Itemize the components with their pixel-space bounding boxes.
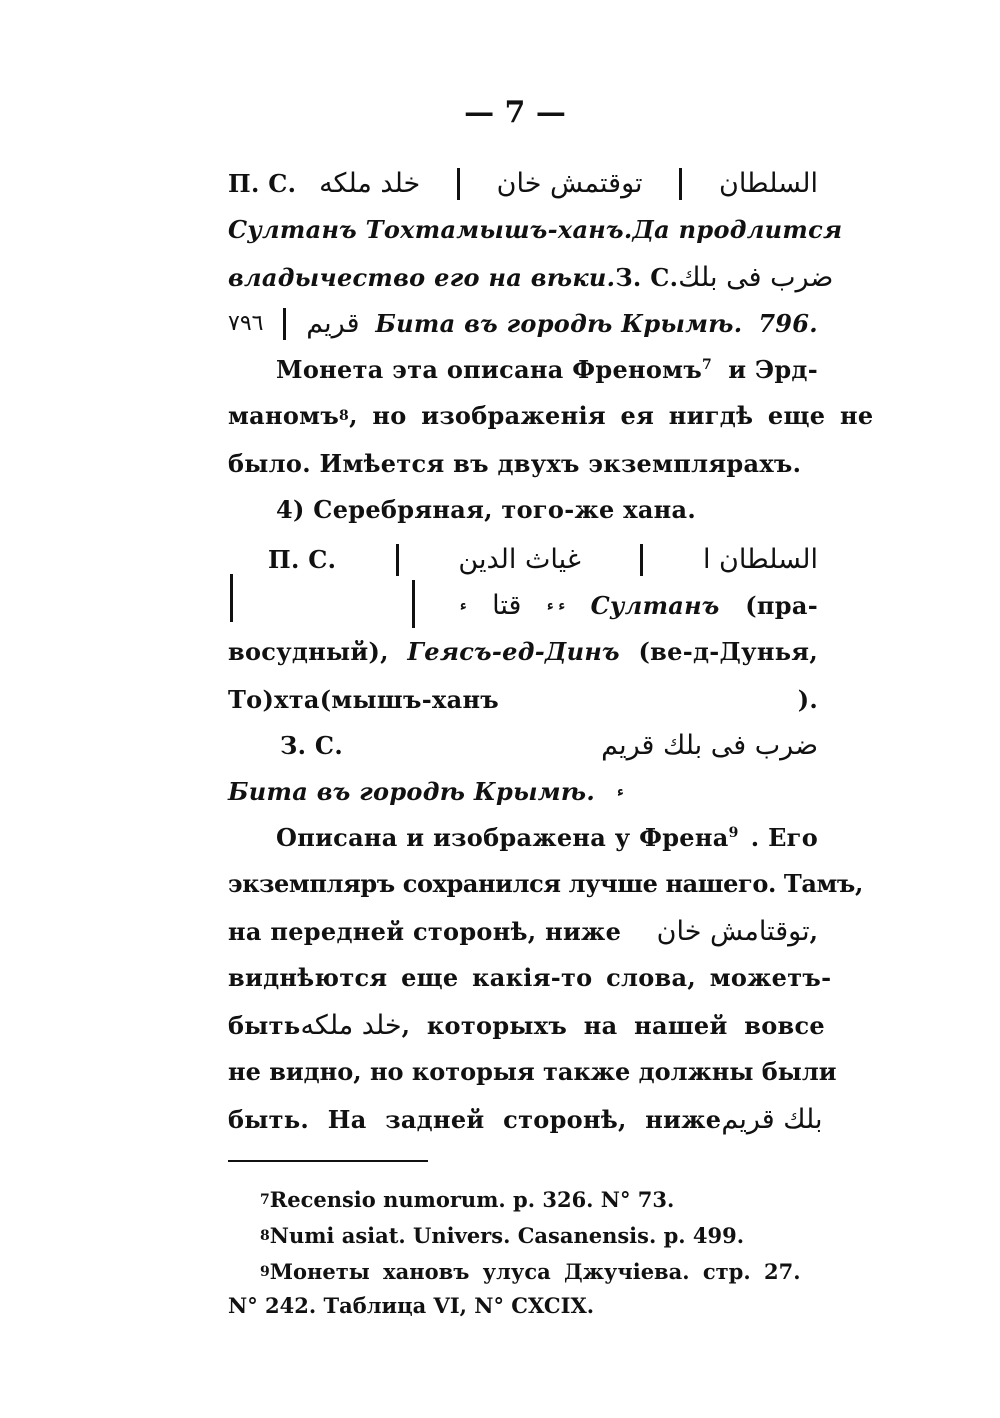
separator-bar: [412, 580, 415, 628]
footnote-ref: 9: [728, 825, 739, 841]
translation-text: Султанъ: [590, 591, 720, 620]
translation-text: (пра-: [745, 591, 818, 620]
translation-text: То)хта(мышъ-ханъ: [228, 685, 500, 714]
body-text: ,: [809, 917, 818, 946]
reverse-inscription-line: [228, 726, 818, 766]
footnote: 8 Numi asiat. Univers. Casanensis. p. 499.: [228, 1220, 850, 1252]
translation-text: Да продлится: [632, 215, 843, 244]
obverse-inscription-line: [228, 164, 818, 204]
body-text: , которыхъ на нашей вовсе: [401, 1011, 826, 1040]
paragraph-line: [228, 864, 863, 904]
body-text: на передней сторонѣ, ниже: [228, 917, 622, 946]
separator-bar: [396, 544, 399, 576]
footnote: 9 Монеты хановъ улуса Джучіева. стр. 27.: [228, 1256, 818, 1288]
paragraph-line: маномъ 8 , но изображенія ея нигдѣ еще не: [228, 396, 818, 436]
body-text: не видно, но которыя также должны были: [228, 1057, 837, 1086]
paragraph-line: [228, 444, 818, 484]
body-text: виднѣются еще какія-то слова, можетъ-: [228, 963, 832, 992]
year-text: 796.: [758, 309, 818, 338]
translation-line: [228, 772, 818, 812]
translation-text: Геясъ-ед-Динъ: [407, 637, 620, 666]
obverse-label: П. С.: [268, 545, 337, 574]
paragraph-line: [228, 1006, 826, 1046]
translation-text: восудный),: [228, 637, 389, 666]
obverse-inscription-line: [228, 540, 818, 580]
translation-line: [228, 632, 818, 672]
arabic-text: السلطان ا: [702, 544, 818, 575]
translation-text: владычество его на вѣки.: [228, 263, 616, 292]
footnote-ref: 7: [702, 357, 713, 373]
footnote-text: Recensio numorum. p. 326. N° 73.: [269, 1187, 675, 1212]
body-text: экземпляръ сохранился лучше нашего. Тамъ,: [228, 869, 863, 898]
body-text: маномъ: [228, 401, 340, 430]
arabic-text: بلك قريم: [721, 1104, 823, 1135]
arabic-text: السلطان: [719, 168, 818, 199]
arabic-text: قتا: [492, 590, 522, 621]
arabic-text: ضرب فى بلك: [678, 262, 834, 293]
body-text: , но изображенія ея нигдѣ еще не: [349, 401, 874, 430]
translation-line: [228, 680, 818, 720]
footnote-text: Монеты хановъ улуса Джучіева. стр. 27.: [269, 1259, 801, 1284]
arabic-numeral: ٧٩٦: [228, 311, 264, 336]
arabic-text: توقتامش خان: [656, 916, 810, 947]
paragraph-line: [228, 818, 818, 858]
separator-bar: [283, 308, 286, 340]
paragraph-line: [228, 1052, 837, 1092]
arabic-text: ضرب فى بلك قريم: [601, 730, 818, 761]
arabic-text: خلد ملكه: [319, 168, 421, 199]
separator-bar: [679, 168, 682, 200]
translation-text: ).: [797, 685, 818, 714]
separator-bar: [457, 168, 460, 200]
section-heading: [228, 490, 866, 530]
reverse-label: З. С.: [615, 263, 679, 292]
lacuna-mark: ء: [460, 598, 467, 614]
arabic-text: قريم: [306, 308, 360, 339]
footnote-text: Numi asiat. Univers. Casanensis. p. 499.: [269, 1223, 745, 1248]
translation-line: [228, 210, 843, 250]
separator-bar: [230, 574, 233, 622]
arabic-text: خلد ملكه: [300, 1010, 402, 1041]
arabic-text: غياث الدين: [458, 544, 581, 575]
paragraph-line: [228, 958, 832, 998]
translation-line: [228, 304, 818, 344]
paragraph-line: [228, 1100, 823, 1140]
arabic-text: توقتمش خان: [496, 168, 643, 199]
translation-text: Бита въ городѣ Крымѣ.: [228, 777, 596, 806]
paragraph-line: [228, 912, 818, 952]
separator-bar: [640, 544, 643, 576]
translation-line: [228, 258, 834, 298]
body-text: было. Имѣется въ двухъ экземплярахъ.: [228, 449, 802, 478]
paragraph-line: [228, 350, 818, 390]
page-number: — 7 —: [464, 95, 566, 130]
lacuna-mark: ء ء: [547, 598, 566, 614]
translation-line: [460, 586, 818, 626]
footnote-text: N° 242. Таблица VI, N° CXCIX.: [228, 1293, 595, 1318]
footnote-divider: [228, 1160, 428, 1162]
reverse-label: З. С.: [280, 731, 343, 760]
translation-text: Султанъ Тохтамышъ-ханъ.: [228, 215, 633, 244]
lacuna-mark: ء: [617, 784, 624, 800]
body-text: 4) Серебряная, того-же хана.: [276, 495, 697, 524]
body-text: быть. На задней сторонѣ, ниже: [228, 1105, 722, 1134]
translation-text: (ве-д-Дунья,: [638, 637, 818, 666]
footnote: [228, 1290, 818, 1322]
obverse-label: П. С.: [228, 169, 297, 198]
translation-text: Бита въ городѣ Крымѣ.: [375, 309, 743, 338]
body-text: Описана и изображена у Френа: [276, 823, 729, 852]
body-text: быть: [228, 1011, 301, 1040]
body-text: Монета эта описана Френомъ: [276, 355, 703, 384]
footnote: 7 Recensio numorum. p. 326. N° 73.: [228, 1184, 850, 1216]
body-text: и Эрд-: [728, 355, 818, 384]
body-text: . Его: [750, 823, 818, 852]
